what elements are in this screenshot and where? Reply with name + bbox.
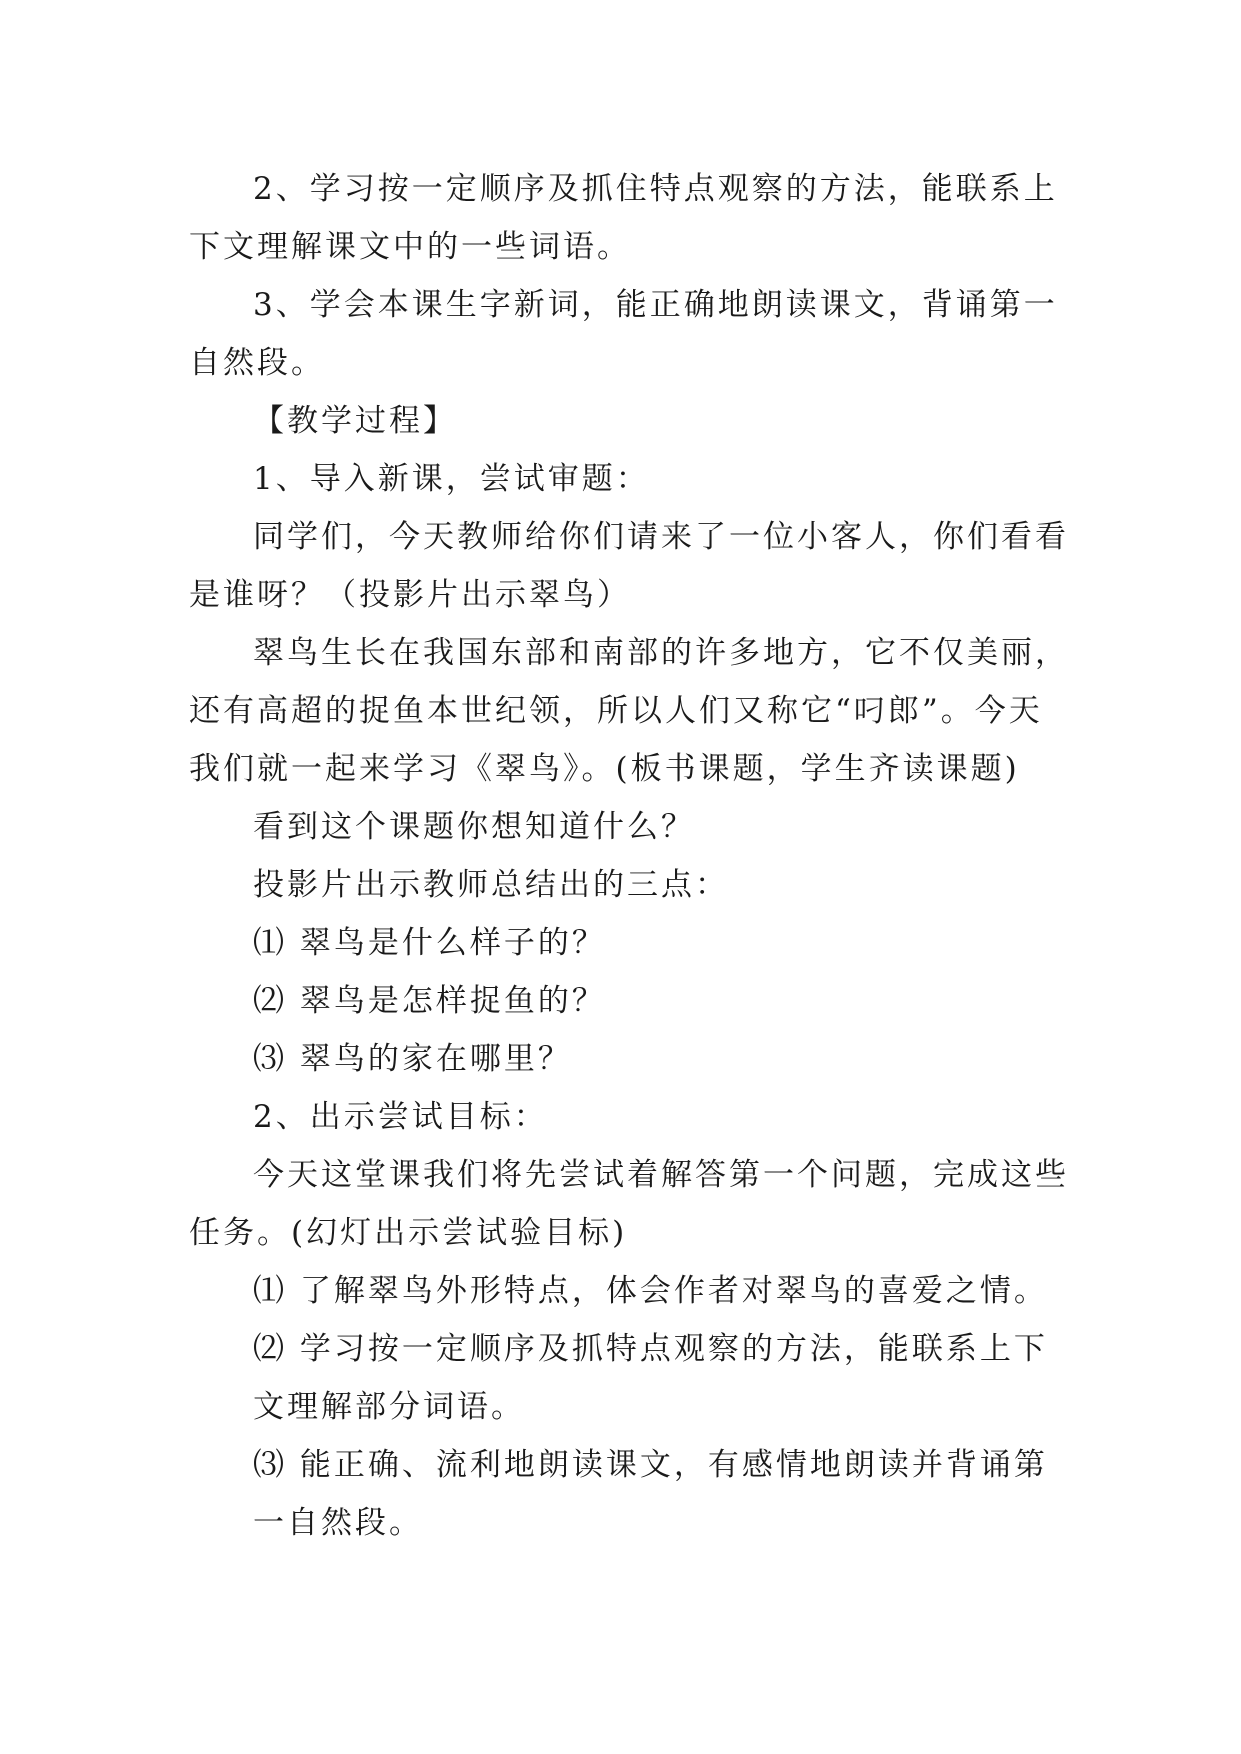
document-body	[189, 160, 1069, 1552]
list-item-objective-1: ⑴ 了解翠鸟外形特点，体会作者对翠鸟的喜爱之情。	[253, 1273, 1048, 1309]
list-item-question-2: ⑵ 翠鸟是怎样捉鱼的？	[253, 983, 606, 1019]
list-item-question-3: ⑶ 翠鸟的家在哪里？	[253, 1041, 572, 1077]
list-item-question-1: ⑴ 翠鸟是什么样子的？	[253, 925, 606, 961]
paragraph-lesson-task: 今天这堂课我们将先尝试着解答第一个问题，完成这些任务。(幻灯出示尝试验目标)	[189, 1157, 1069, 1251]
paragraph-three-points: 投影片出示教师总结出的三点：	[253, 867, 729, 903]
paragraph-intro-question: 同学们，今天教师给你们请来了一位小客人，你们看看是谁呀？（投影片出示翠鸟）	[189, 519, 1069, 613]
paragraph-step-1-heading: 1、导入新课，尝试审题：	[253, 461, 650, 497]
paragraph-goal-2: 2、学习按一定顺序及抓住特点观察的方法，能联系上下文理解课文中的一些词语。	[189, 171, 1058, 265]
list-item-objective-2: ⑵ 学习按一定顺序及抓特点观察的方法，能联系上下文理解部分词语。	[253, 1331, 1048, 1425]
list-item-objective-3: ⑶ 能正确、流利地朗读课文，有感情地朗读并背诵第一自然段。	[253, 1447, 1048, 1541]
section-heading-teaching-process: 【教学过程】	[253, 403, 457, 439]
paragraph-kingfisher-intro: 翠鸟生长在我国东部和南部的许多地方，它不仅美丽，还有高超的捉鱼本世纪领，所以人们又称它“叼郎”。今天我们就一起来学习《翠鸟》。(板书课题，学生齐读课题)	[189, 635, 1069, 787]
paragraph-step-2-heading: 2、出示尝试目标：	[253, 1099, 548, 1135]
paragraph-goal-3: 3、学会本课生字新词，能正确地朗读课文，背诵第一自然段。	[189, 287, 1058, 381]
paragraph-what-to-know: 看到这个课题你想知道什么？	[253, 809, 695, 845]
